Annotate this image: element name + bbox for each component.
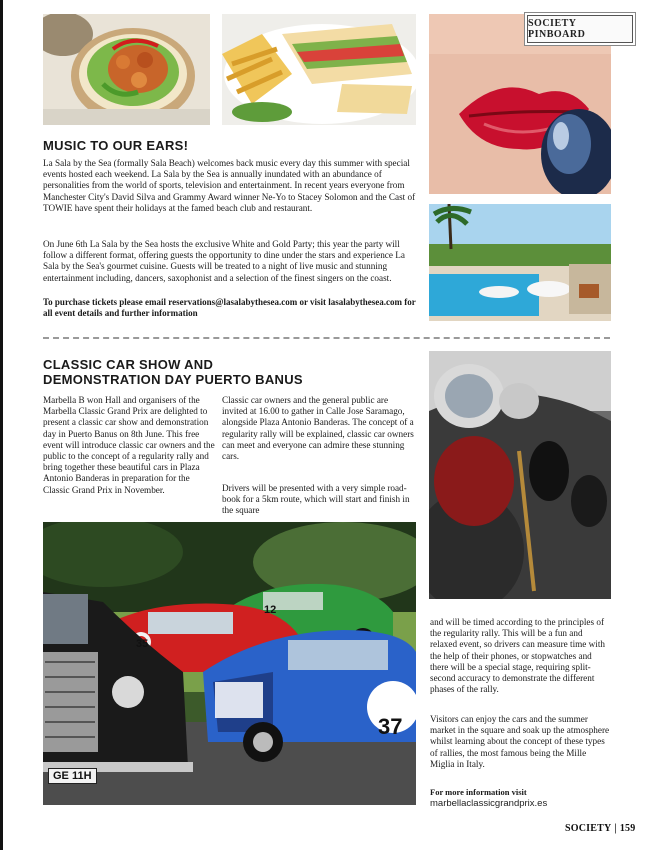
- headlight-closeup-photo: [429, 351, 611, 599]
- classic-heading: [43, 357, 303, 387]
- more-info-url[interactable]: marbellaclassicgrandprix.es: [430, 798, 548, 809]
- page-footer: SOCIETY | 159: [565, 823, 636, 834]
- sandwich-photo: [222, 14, 416, 125]
- page-edge-bar: [0, 0, 3, 850]
- classic-column-3a: and will be timed according to the principles of the regularity rally. This will be a fun and relaxed event, so drivers can measure time with the help of their phones, or stopwatches and there will be a special stage, requiring split-second accuracy to demonstrate the different phases of the rally.: [430, 617, 606, 695]
- car-number-37: 37: [378, 714, 403, 739]
- more-info-label: For more information visit: [430, 787, 527, 797]
- classic-heading-line-2: DEMONSTRATION DAY PUERTO BANUS: [43, 372, 303, 387]
- classic-column-3b: Visitors can enjoy the cars and the summer market in the square and soak up the atmosphere whilst learning about the concept of these types of rallies, the most famous being the Mille Miglia in Italy.: [430, 714, 610, 769]
- classic-column-2b: Drivers will be presented with a very simple road-book for a 5km route, which will start and finish in the square: [222, 483, 410, 516]
- music-heading: MUSIC TO OUR EARS!: [43, 138, 189, 153]
- salad-photo: [43, 14, 210, 125]
- classic-column-1: Marbella B won Hall and organisers of the Marbella Classic Grand Prix are delighted to present a classic car show and demonstration day in Puerto Banus on 8th June. This free event will introduce classic car owners and the public to the concept of a regularity rally and bring together these beautiful cars in Plaza Antonio Banderas in preparation for the Classic Grand Prix in November.: [43, 395, 215, 495]
- classic-cars-photo: [43, 522, 416, 805]
- classic-heading-line-1: CLASSIC CAR SHOW AND: [43, 357, 214, 372]
- music-tickets-info: To purchase tickets please email reservations@lasalabythesea.com or visit lasalabythesea.com for all event details and further information: [43, 297, 416, 319]
- car-number-12: 12: [264, 604, 277, 616]
- car-number-35: 35: [136, 638, 149, 650]
- section-badge: SOCIETY PINBOARD: [527, 15, 633, 43]
- beach-club-pool-photo: [429, 204, 611, 321]
- music-paragraph-2: On June 6th La Sala by the Sea hosts the exclusive White and Gold Party; this year the party will follow a different format, offering guests the opportunity to dine under the stars and experience La Sala by the Sea's gourmet cuisine. Guests will be treated to a night of live music and stunning entertainment including, dancers, saxophonist and a selection of the finest singers on the coast.: [43, 239, 405, 283]
- music-paragraph-1: La Sala by the Sea (formally Sala Beach) welcomes back music every day this summer with special events hosted each weekend. La Sala by the Sea is annually inundated with an abundance of personalities from the world of sports, television and entertainment. In recent years everyone from Manchester City's David Silva and Grammy Award winner Ne-Yo to Stacey Solomon and the Cast of TOWIE have spent their holidays at the famed beach club and restaurant.: [43, 158, 416, 213]
- license-plate: GE 11H: [48, 768, 97, 784]
- section-divider: [43, 337, 610, 339]
- footer-section: SOCIETY: [565, 823, 612, 834]
- page-number: 159: [619, 823, 636, 834]
- classic-column-2a: Classic car owners and the general public are invited at 16.00 to gather in Calle Jose Saramago, alongside Plaza Antonio Banderas. The concept of a regularity rally will be explained, classic car owners can meet and everyone can admire these stunning cars.: [222, 395, 414, 462]
